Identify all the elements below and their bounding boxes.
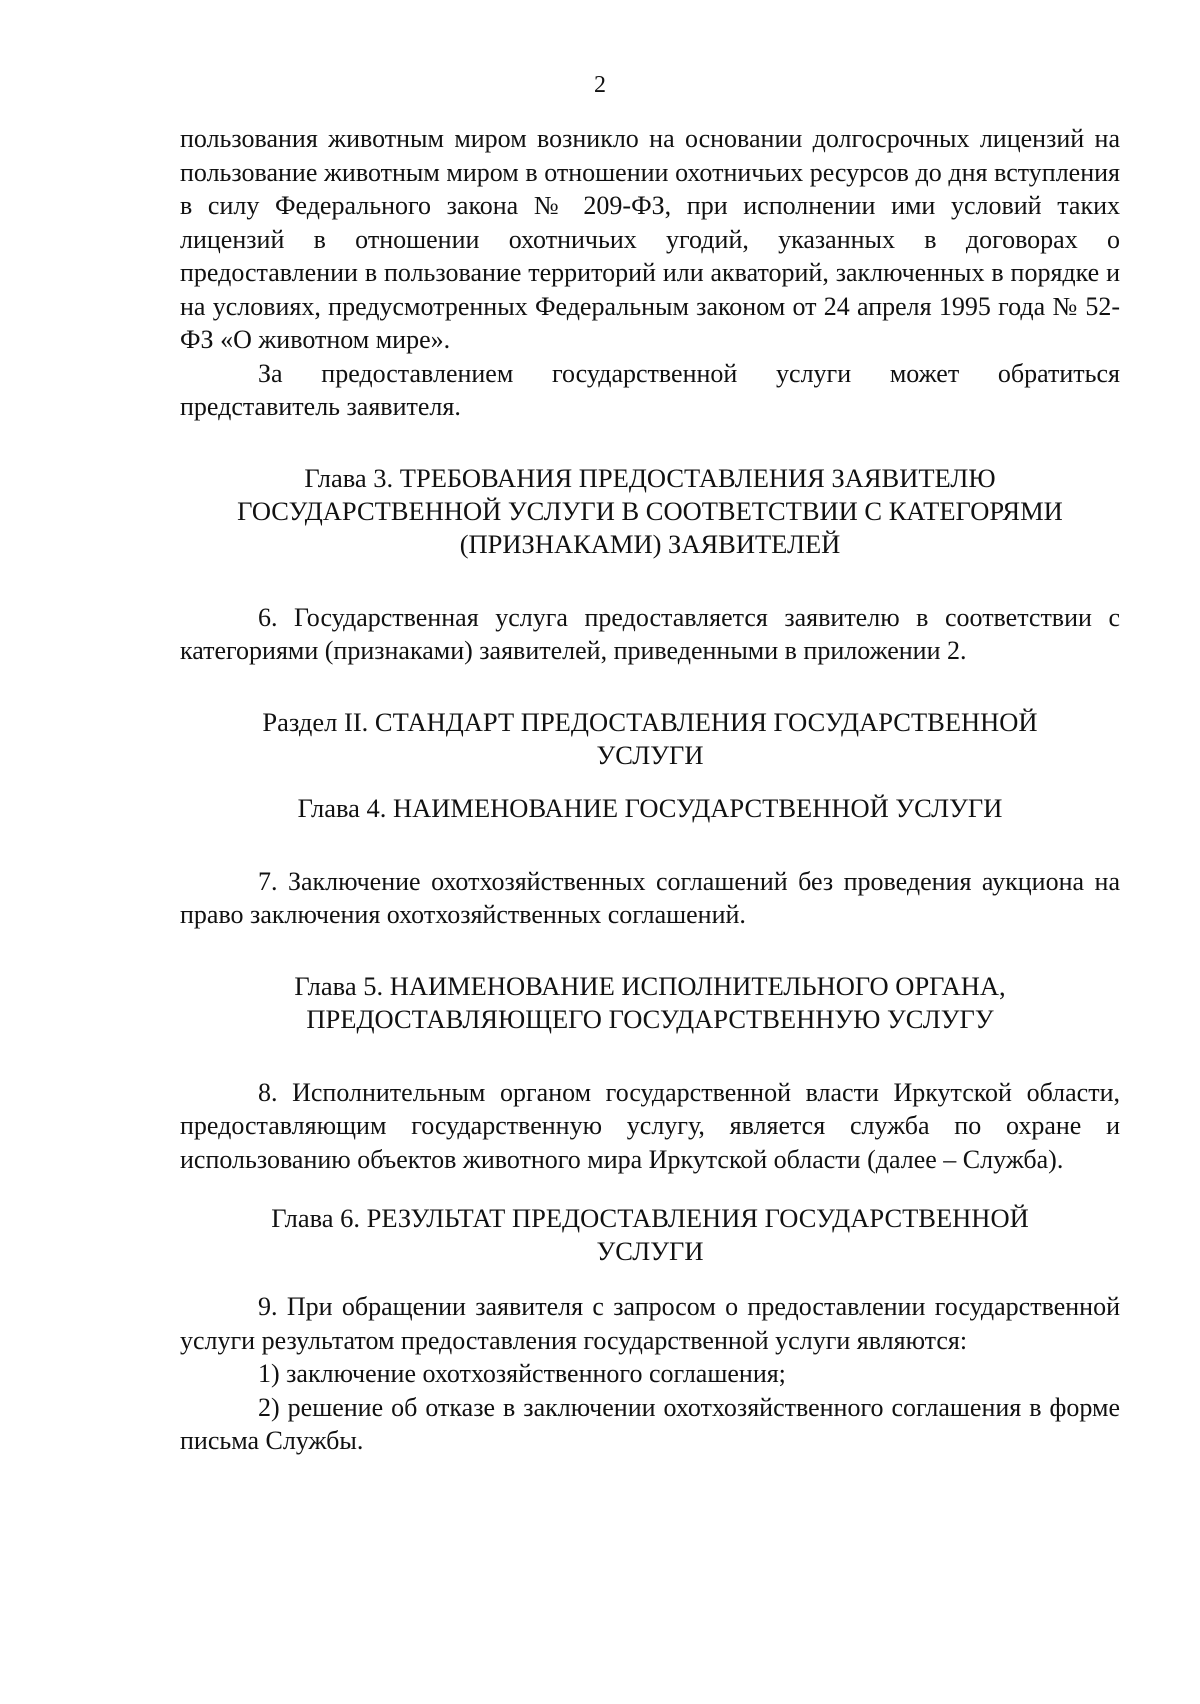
- page-number: 2: [594, 72, 606, 98]
- chapter3-heading: [180, 462, 1120, 561]
- section2-heading: [180, 706, 1120, 772]
- section2-heading-line2: УСЛУГИ: [596, 739, 704, 770]
- representative-paragraph: За предоставлением государственной услуги может обратиться представитель заявителя.: [180, 358, 1120, 421]
- intro-paragraph: пользования животным миром возникло на основании долгосрочных лицензий на пользование животным миром в отношении охотничьих ресурсов до дня вступления в силу Федерального закона № 209-ФЗ, при исполнении ими условий таких лицензий в отношении охотничьих угодий, указанных в договорах о предоставлении в пользование территорий или акваторий, заключенных в порядке и на условиях, предусмотренных Федеральным законом от 24 апреля 1995 года № 52-ФЗ «О животном мире».: [180, 124, 1120, 354]
- chapter4-heading: [180, 792, 1120, 825]
- chapter4-heading-line1: Глава 4. НАИМЕНОВАНИЕ ГОСУДАРСТВЕННОЙ УСЛУГИ: [297, 792, 1003, 823]
- chapter3-heading-line3: (ПРИЗНАКАМИ) ЗАЯВИТЕЛЕЙ: [459, 528, 841, 559]
- chapter6-heading: [180, 1202, 1120, 1268]
- chapter5-heading: [180, 970, 1120, 1036]
- chapter3-heading-line1: Глава 3. ТРЕБОВАНИЯ ПРЕДОСТАВЛЕНИЯ ЗАЯВИТЕЛЮ: [304, 462, 996, 493]
- chapter6-heading-line1: Глава 6. РЕЗУЛЬТАТ ПРЕДОСТАВЛЕНИЯ ГОСУДАРСТВЕННОЙ: [271, 1203, 1029, 1233]
- chapter5-heading-line1: Глава 5. НАИМЕНОВАНИЕ ИСПОЛНИТЕЛЬНОГО ОРГАНА,: [294, 970, 1006, 1001]
- item-9-subitem-1: 1) заключение охотхозяйственного соглашения;: [258, 1359, 786, 1388]
- section2-heading-line1: Раздел II. СТАНДАРТ ПРЕДОСТАВЛЕНИЯ ГОСУДАРСТВЕННОЙ: [262, 706, 1038, 737]
- item-7: 7. Заключение охотхозяйственных соглашений без проведения аукциона на право заключения охотхозяйственных соглашений.: [180, 866, 1120, 929]
- document-body: [180, 122, 1120, 1458]
- item-9: 9. При обращении заявителя с запросом о предоставлении государственной услуги результатом предоставления государственной услуги являются:: [180, 1292, 1120, 1355]
- item-8: 8. Исполнительным органом государственной власти Иркутской области, предоставляющим государственную услугу, является служба по охране и использованию объектов животного мира Иркутской области (далее – Служба).: [180, 1077, 1120, 1174]
- chapter5-heading-line2: ПРЕДОСТАВЛЯЮЩЕГО ГОСУДАРСТВЕННУЮ УСЛУГУ: [306, 1003, 994, 1034]
- item-9-subitem-2: 2) решение об отказе в заключении охотхозяйственного соглашения в форме письма Службы.: [180, 1392, 1120, 1455]
- item-6: 6. Государственная услуга предоставляется заявителю в соответствии с категориями (признаками) заявителей, приведенными в приложении 2.: [180, 602, 1120, 665]
- chapter6-heading-line2: УСЛУГИ: [596, 1236, 704, 1266]
- chapter3-heading-line2: ГОСУДАРСТВЕННОЙ УСЛУГИ В СООТВЕТСТВИИ С КАТЕГОРЯМИ: [237, 495, 1063, 526]
